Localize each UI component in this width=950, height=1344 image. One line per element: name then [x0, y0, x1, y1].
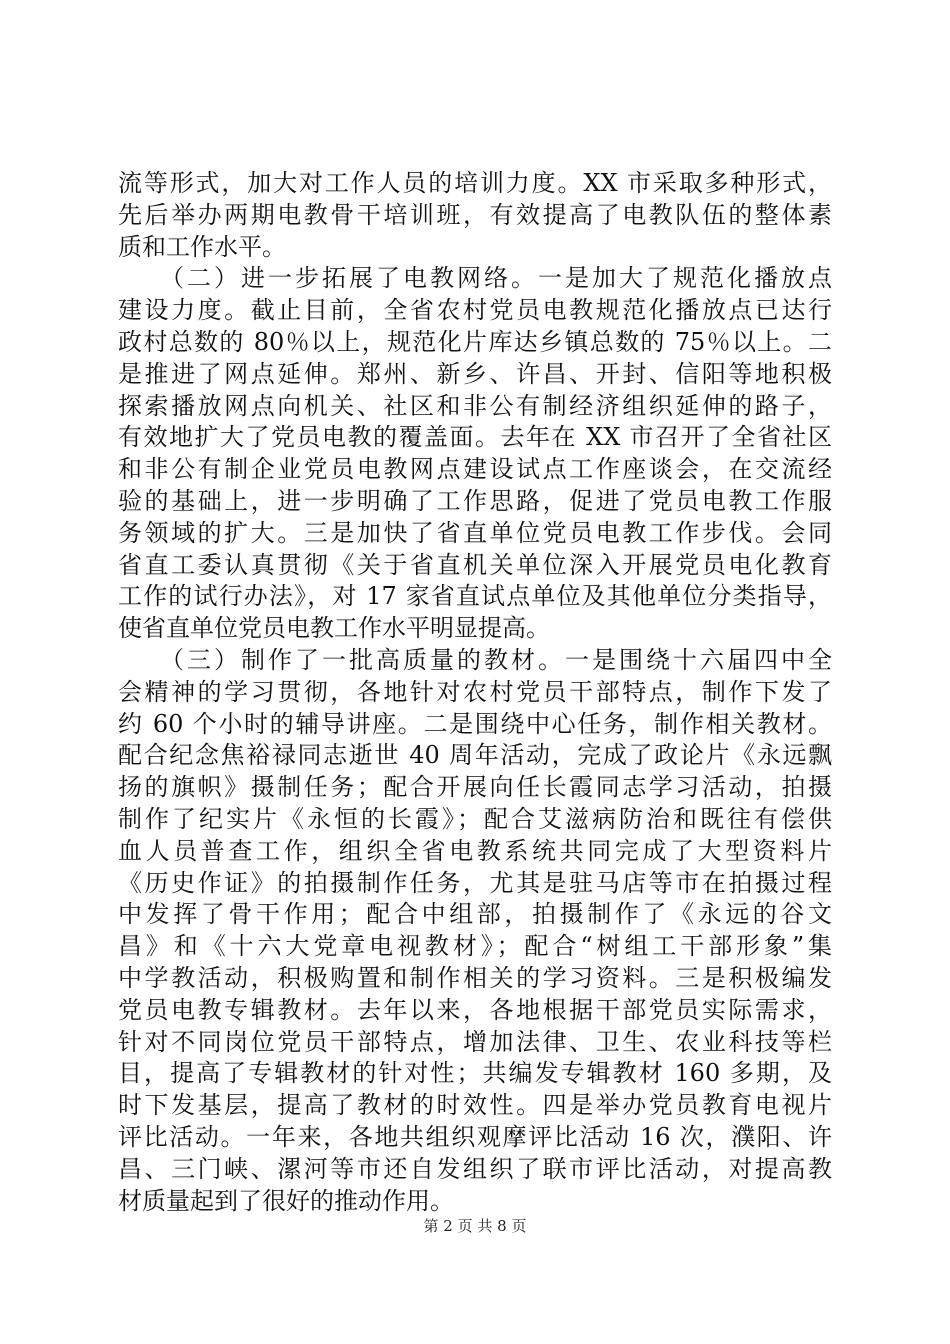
text-line: 评比活动。一年来，各地共组织观摩评比活动 16 次，濮阳、许: [118, 1122, 832, 1151]
page-footer: 第 2 页 共 8 页: [423, 1217, 527, 1235]
text-line: 制作了纪实片《永恒的长霞》；配合艾滋病防治和既往有偿供: [118, 804, 832, 833]
text-line: （三）制作了一批高质量的教材。一是围绕十六届四中全: [118, 645, 832, 674]
text-line: 党员电教专辑教材。去年以来，各地根据干部党员实际需求，: [118, 995, 832, 1024]
text-line: 建设力度。截止目前，全省农村党员电教规范化播放点已达行: [118, 296, 832, 325]
text-line: 中学教活动，积极购置和制作相关的学习资料。三是积极编发: [118, 963, 832, 992]
text-line: 务领域的扩大。三是加快了省直单位党员电教工作步伐。会同: [118, 518, 832, 547]
text-line: 有效地扩大了党员电教的覆盖面。去年在 XX 市召开了全省社区: [118, 423, 832, 452]
text-line: 昌、三门峡、漯河等市还自发组织了联市评比活动，对提高教: [118, 1154, 832, 1183]
text-line: 针对不同岗位党员干部特点，增加法律、卫生、农业科技等栏: [118, 1027, 832, 1056]
text-line: 配合纪念焦裕禄同志逝世 40 周年活动，完成了政论片《永远飘: [118, 741, 832, 770]
text-line: 时下发基层，提高了教材的时效性。四是举办党员教育电视片: [118, 1091, 832, 1120]
text-line: 流等形式，加大对工作人员的培训力度。XX 市采取多种形式，: [118, 169, 832, 197]
text-line: 《历史作证》的拍摄制作任务，尤其是驻马店等市在拍摄过程: [118, 868, 832, 897]
text-line: 省直工委认真贯彻《关于省直机关单位深入开展党员电化教育: [118, 550, 832, 579]
text-line: 和非公有制企业党员电教网点建设试点工作座谈会，在交流经: [118, 455, 832, 484]
text-line: 是推进了网点延伸。郑州、新乡、许昌、开封、信阳等地积极: [118, 359, 832, 388]
text-line: 血人员普查工作，组织全省电教系统共同完成了大型资料片: [118, 836, 832, 865]
text-line: 昌》和《十六大党章电视教材》；配合“树组工干部形象”集: [118, 932, 832, 961]
text-line: 工作的试行办法》，对 17 家省直试点单位及其他单位分类指导，: [118, 582, 832, 611]
text-line: （二）进一步拓展了电教网络。一是加大了规范化播放点: [118, 264, 832, 293]
text-line: 探索播放网点向机关、社区和非公有制经济组织延伸的路子，: [118, 391, 832, 420]
text-line: 先后举办两期电教骨干培训班，有效提高了电教队伍的整体素: [118, 200, 832, 229]
text-line: 目，提高了专辑教材的针对性；共编发专辑教材 160 多期，及: [118, 1059, 832, 1088]
text-line: 材质量起到了很好的推动作用。: [118, 1186, 454, 1215]
body-text: [118, 168, 832, 1217]
text-line: 政村总数的 80％以上，规范化片库达乡镇总数的 75％以上。二: [118, 327, 832, 356]
text-line: 质和工作水平。: [118, 232, 286, 261]
text-line: 中发挥了骨干作用；配合中组部，拍摄制作了《永远的谷文: [118, 900, 832, 929]
text-line: 验的基础上，进一步明确了工作思路，促进了党员电教工作服: [118, 486, 832, 515]
text-line: 使省直单位党员电教工作水平明显提高。: [118, 614, 550, 643]
text-line: 扬的旗帜》摄制任务；配合开展向任长霞同志学习活动，拍摄: [118, 773, 832, 802]
text-line: 约 60 个小时的辅导讲座。二是围绕中心任务，制作相关教材。: [118, 709, 832, 738]
text-line: 会精神的学习贯彻，各地针对农村党员干部特点，制作下发了: [118, 677, 832, 706]
